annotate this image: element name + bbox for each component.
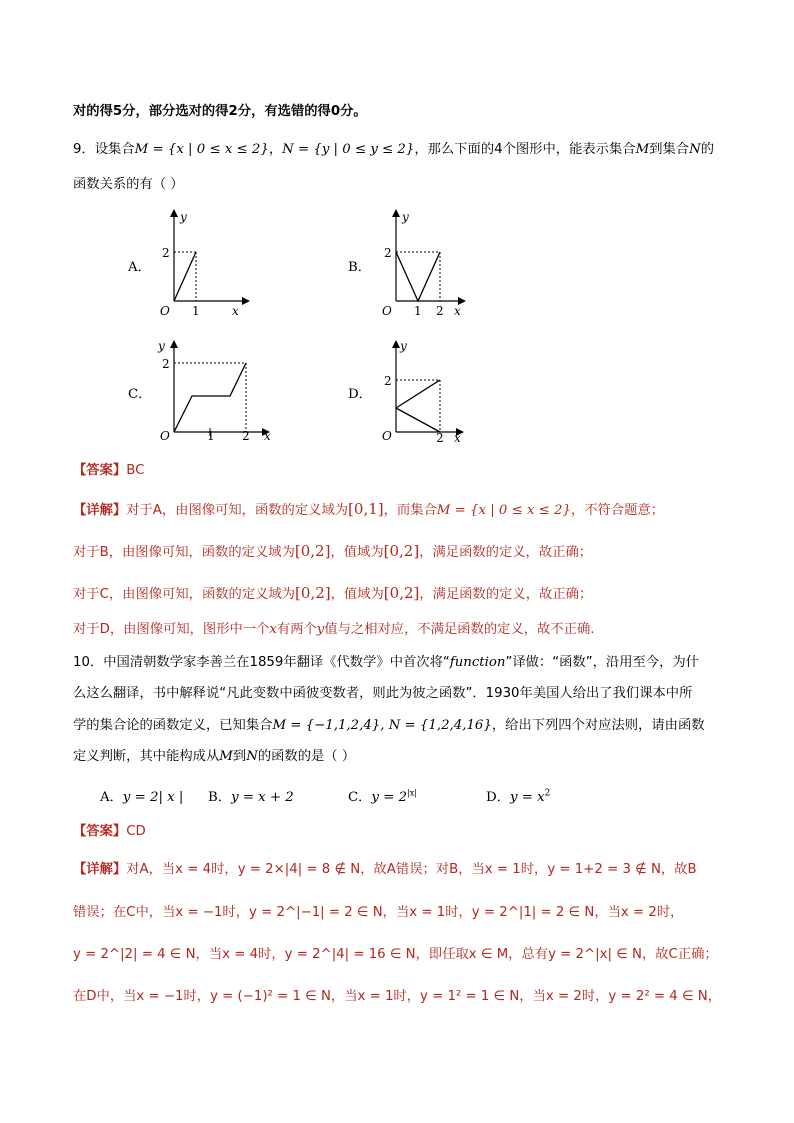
q10-line4a: 定义判断，其中能构成从 xyxy=(73,749,220,764)
q10-option-d-label: D． xyxy=(486,790,510,805)
q10-detail-1 xyxy=(73,860,697,880)
q9-detail-a-text3: ，不符合题意； xyxy=(570,503,665,518)
question-9-stem xyxy=(73,140,714,160)
graph-d-y-arrow xyxy=(392,340,400,348)
q10-line4e: 的函数的是（ ） xyxy=(257,749,356,764)
q9-prefix: 9．设集合 xyxy=(73,142,135,157)
q9-detail-b-text3: ，满足函数的定义，故正确； xyxy=(419,545,593,560)
graph-b-x-tick-2: 2 xyxy=(436,304,444,318)
q9-detail-d-text3: 值与之相对应，不满足函数的定义，故不正确. xyxy=(324,622,595,637)
instruction-text: 对的得5分，部分选对的得2分，有选错的得0分。 xyxy=(73,104,367,119)
q10-option-a-expr: y = 2| x | xyxy=(122,790,184,805)
q10-option-b-label: B． xyxy=(208,790,232,805)
q9-detail-d-text: 对于D，由图像可知，图形中一个 xyxy=(73,622,270,637)
graph-c-origin: O xyxy=(160,429,170,443)
q10-n: N xyxy=(246,749,258,764)
q9-answer-value: BC xyxy=(126,463,145,478)
graph-d-origin: O xyxy=(382,429,392,443)
q9-detail-c-domain: [0,2] xyxy=(295,584,331,602)
q10-option-b xyxy=(208,786,294,805)
q9-set-m: M = {x | 0 ≤ x ≤ 2} xyxy=(134,142,269,157)
q10-function-word: function xyxy=(449,655,506,670)
graph-a-curve xyxy=(174,252,196,301)
q10-line1-end: ”译做：“函数”，沿用至今，为什 xyxy=(505,655,699,670)
q9-detail-d-y: y xyxy=(316,622,325,637)
q10-sets: M = {−1,1,2,4}, N = {1,2,4,16} xyxy=(272,718,492,733)
q10-line3c: ，给出下列四个对应法则，请由函数 xyxy=(491,718,705,733)
q9-detail-c-text: 对于C，由图像可知，函数的定义域为 xyxy=(73,587,296,602)
graph-b-x-label: x xyxy=(454,304,461,318)
graph-d xyxy=(372,336,472,450)
q10-option-d xyxy=(486,786,550,805)
graph-b-x-tick-1: 1 xyxy=(414,304,422,318)
graph-c-y-arrow xyxy=(170,340,178,348)
graph-d-y-label: y xyxy=(400,339,407,353)
q9-detail-b-domain: [0,2] xyxy=(294,542,331,560)
graph-a-x-tick: 1 xyxy=(192,304,200,318)
graph-b xyxy=(372,205,472,324)
graph-c-curve xyxy=(174,363,246,432)
q10-option-a xyxy=(100,786,183,805)
q9-detail-label: 【详解】 xyxy=(73,503,127,518)
graph-d-x-tick: 2 xyxy=(436,431,444,445)
q9-detail-d-x: x xyxy=(269,622,277,637)
q9-detail-a-text: 对于A，由图像可知，函数的定义域为 xyxy=(126,503,349,518)
graph-a-x-label: x xyxy=(232,304,239,318)
graph-a-y-label: y xyxy=(180,210,187,224)
q10-option-a-label: A． xyxy=(100,790,123,805)
q9-detail-a-set: M = {x | 0 ≤ x ≤ 2} xyxy=(436,503,571,518)
q9-detail-c-text3: ，满足函数的定义，故正确； xyxy=(419,587,593,602)
graph-d-curve-upper xyxy=(396,380,440,408)
q9-answer-label: 【答案】 xyxy=(73,463,127,478)
q9-detail-c-range: [0,2] xyxy=(383,584,420,602)
q9-m: M xyxy=(635,142,650,157)
q9-detail-d xyxy=(73,620,594,640)
q9-detail-b-text2: ，值域为 xyxy=(330,545,384,560)
graph-d-y-tick: 2 xyxy=(384,374,392,388)
q9-detail-c-text2: ，值域为 xyxy=(330,587,384,602)
q9-detail-a xyxy=(73,499,664,521)
graph-a-origin: O xyxy=(160,304,170,318)
q10-line3a: 学的集合论的函数定义，已知集合 xyxy=(73,718,273,733)
q10-option-c-expr: y = 2 xyxy=(371,790,408,805)
q10-option-b-expr: y = x + 2 xyxy=(231,790,294,805)
q9-detail-c xyxy=(73,583,592,605)
graph-a xyxy=(150,205,260,324)
q10-option-c-label: C． xyxy=(348,790,372,805)
q10-detail-3: y = 2^|2| = 4 ∈ N，当x = 4时，y = 2^|4| = 16 ∈ N，即任取x ∈ M，总有y = 2^|x| ∈ N，故C正确； xyxy=(73,947,718,962)
q10-detail-label: 【详解】 xyxy=(73,862,127,877)
question-10-stem xyxy=(73,653,699,673)
graph-c-y-tick: 2 xyxy=(162,357,170,371)
graph-d-label: D． xyxy=(348,387,372,402)
graph-b-y-arrow xyxy=(392,209,400,217)
q9-detail-d-text2: 有两个 xyxy=(276,622,317,637)
q9-set-n: N = {y | 0 ≤ y ≤ 2} xyxy=(282,142,415,157)
q10-answer-value: CD xyxy=(126,824,146,839)
q10-detail-2: 错误；在C中，当x = −1时，y = 2^|−1| = 2 ∈ N，当x = 1时，y = 2^|1| = 2 ∈ N，当x = 2时， xyxy=(73,905,684,920)
graph-b-y-tick: 2 xyxy=(384,246,392,260)
q10-detail-1-text: 对A，当x = 4时，y = 2×|4| = 8 ∉ N，故A错误；对B，当x = 1时，y = 1+2 = 3 ∉ N，故B xyxy=(126,862,697,877)
q9-sep: ， xyxy=(268,142,283,157)
graph-c-x-label: x xyxy=(264,429,271,443)
graph-d-x-label: x xyxy=(454,431,461,445)
graph-a-y-tick: 2 xyxy=(162,246,170,260)
graph-b-curve xyxy=(396,252,440,301)
question-9-stem-line2: 函数关系的有（ ） xyxy=(73,177,184,192)
q9-answer xyxy=(73,461,144,481)
q9-de: 的 xyxy=(700,142,715,157)
graph-a-y-arrow xyxy=(170,209,178,217)
q10-option-d-expr: y = x xyxy=(509,790,545,805)
q9-detail-b xyxy=(73,541,592,563)
q9-detail-a-domain: [0,1] xyxy=(348,500,384,518)
graph-c-y-label: y xyxy=(158,339,165,353)
q9-n: N xyxy=(689,142,701,157)
graph-c-x-tick-2: 2 xyxy=(242,429,250,443)
question-10-stem-line3 xyxy=(73,716,705,736)
graph-c-label: C． xyxy=(128,387,152,402)
q10-answer-label: 【答案】 xyxy=(73,824,127,839)
q9-to: 到集合 xyxy=(649,142,690,157)
q10-line4c: 到 xyxy=(232,749,247,764)
q10-answer xyxy=(73,822,146,842)
q9-detail-a-text2: ，而集合 xyxy=(383,503,437,518)
q9-suffix: ，那么下面的4个图形中，能表示集合 xyxy=(414,142,636,157)
question-10-stem-line4 xyxy=(73,747,355,767)
graph-b-label: B． xyxy=(348,260,372,275)
graph-c-x-tick-1: 1 xyxy=(207,429,215,443)
q10-option-d-sup: 2 xyxy=(544,788,551,799)
graph-c xyxy=(150,336,280,450)
q9-detail-b-text: 对于B，由图像可知，函数的定义域为 xyxy=(73,545,295,560)
q10-line1: 10．中国清朝数学家李善兰在1859年翻译《代数学》中首次将“ xyxy=(73,655,450,670)
graph-d-curve-lower xyxy=(396,408,440,432)
question-10-stem-line2: 么这么翻译，书中解释说“凡此变数中函彼变数者，则此为彼之函数”．1930年美国人给出了我们课本中所 xyxy=(73,686,693,701)
graph-b-y-label: y xyxy=(402,210,409,224)
graph-a-label: A． xyxy=(128,260,151,275)
q9-detail-b-range: [0,2] xyxy=(383,542,420,560)
q10-m: M xyxy=(219,749,233,764)
graph-b-origin: O xyxy=(382,304,392,318)
graph-a-x-arrow xyxy=(242,297,250,305)
q10-option-c-sup: |x| xyxy=(407,788,417,798)
q10-option-c xyxy=(348,786,417,805)
q10-detail-4: 在D中，当x = −1时，y = (−1)² = 1 ∈ N，当x = 1时，y = 1² = 1 ∈ N，当x = 2时，y = 2² = 4 ∈ N， xyxy=(73,989,721,1004)
